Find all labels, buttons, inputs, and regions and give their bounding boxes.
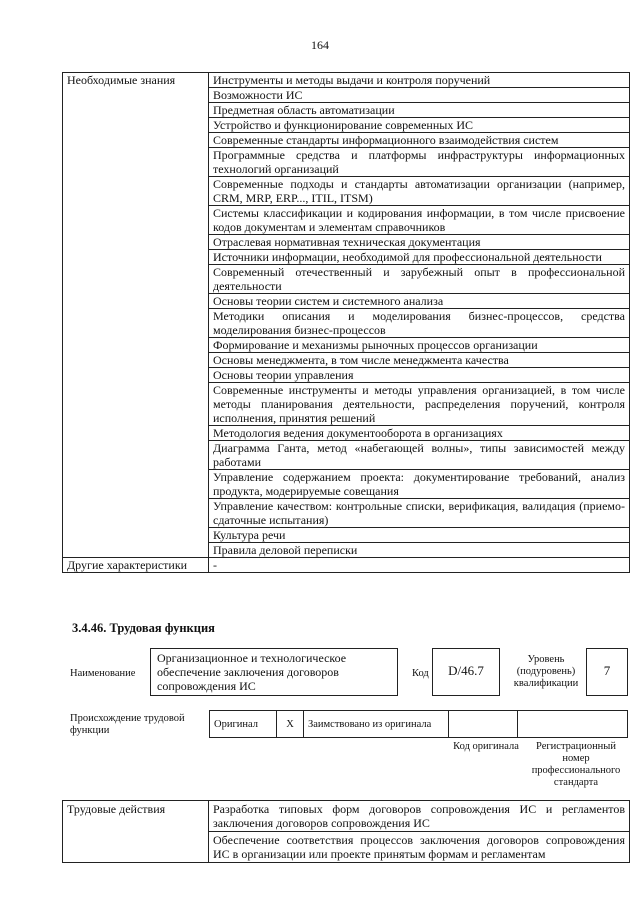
knowledge-row	[63, 73, 630, 88]
knowledge-item: Инструменты и методы выдачи и контроля поручений	[209, 73, 630, 88]
knowledge-label: Необходимые знания	[63, 73, 209, 558]
origin-borrowed-label: Заимствовано из оригинала	[304, 711, 449, 738]
knowledge-item: Современные подходы и стандарты автоматизации организации (например, CRM, MRP, ERP..., ITIL, ITSM)	[209, 177, 630, 206]
origin-code-cell	[449, 711, 518, 738]
knowledge-item: Современные инструменты и методы управления организацией, в том числе методы планирования деятельности, распределения поручений, контроля исполнения, принятия решений	[209, 383, 630, 426]
actions-table	[62, 800, 630, 863]
action-item: Разработка типовых форм договоров сопровождения ИС и регламентов заключения договоров сопровождения ИС	[209, 801, 630, 832]
knowledge-item: Основы теории систем и системного анализа	[209, 294, 630, 309]
knowledge-item: Программные средства и платформы инфраструктуры информационных технологий организаций	[209, 148, 630, 177]
knowledge-item: Методики описания и моделирования бизнес-процессов, средства моделирования бизнес-процессов	[209, 309, 630, 338]
function-name-value: Организационное и технологическое обеспечение заключения договоров сопровождения ИС	[150, 648, 398, 696]
qualification-level-value: 7	[586, 648, 628, 696]
origin-table	[209, 710, 628, 738]
knowledge-item: Системы классификации и кодирования информации, в том числе присвоение кодов документам и элементам справочников	[209, 206, 630, 235]
registration-number-caption: Регистрационный номер профессионального стандарта	[531, 741, 621, 788]
knowledge-item: Отраслевая нормативная техническая документация	[209, 235, 630, 250]
origin-label: Происхождение трудовой функции	[70, 713, 185, 736]
knowledge-item: Основы теории управления	[209, 368, 630, 383]
knowledge-table	[62, 72, 630, 573]
origin-code-caption: Код оригинала	[453, 741, 519, 752]
origin-original-mark: X	[277, 711, 304, 738]
knowledge-item: Управление качеством: контрольные списки, верификация, валидация (приемо-сдаточные испытания)	[209, 499, 630, 528]
knowledge-item: Источники информации, необходимой для профессиональной деятельности	[209, 250, 630, 265]
knowledge-item: Методология ведения документооборота в организациях	[209, 426, 630, 441]
actions-row	[63, 801, 630, 832]
knowledge-item: Предметная область автоматизации	[209, 103, 630, 118]
knowledge-item: Устройство и функционирование современных ИС	[209, 118, 630, 133]
other-characteristics-label: Другие характеристики	[63, 558, 209, 573]
other-characteristics-value: -	[209, 558, 630, 573]
knowledge-item: Основы менеджмента, в том числе менеджмента качества	[209, 353, 630, 368]
knowledge-item: Формирование и механизмы рыночных процессов организации	[209, 338, 630, 353]
origin-original-label: Оригинал	[210, 711, 277, 738]
section-title: 3.4.46. Трудовая функция	[72, 621, 215, 635]
action-item: Обеспечение соответствия процессов заключения договоров сопровождения ИС в организации или проекте принятым формам и регламентам	[209, 832, 630, 863]
page-number: 164	[311, 38, 329, 52]
function-code-value: D/46.7	[432, 648, 500, 696]
knowledge-item: Возможности ИС	[209, 88, 630, 103]
knowledge-item: Современные стандарты информационного взаимодействия систем	[209, 133, 630, 148]
actions-label: Трудовые действия	[63, 801, 209, 863]
knowledge-item: Диаграмма Ганта, метод «набегающей волны», типы зависимостей между работами	[209, 441, 630, 470]
knowledge-item: Управление содержанием проекта: документирование требований, анализ продукта, модерируемые совещания	[209, 470, 630, 499]
qualification-level-label: Уровень (подуровень) квалификации	[513, 654, 579, 689]
knowledge-item: Культура речи	[209, 528, 630, 543]
function-name-label: Наименование	[70, 668, 136, 679]
origin-registration-cell	[518, 711, 628, 738]
other-characteristics-row	[63, 558, 630, 573]
function-code-label: Код	[412, 668, 429, 679]
knowledge-item: Современный отечественный и зарубежный опыт в профессиональной деятельности	[209, 265, 630, 294]
knowledge-item: Правила деловой переписки	[209, 543, 630, 558]
